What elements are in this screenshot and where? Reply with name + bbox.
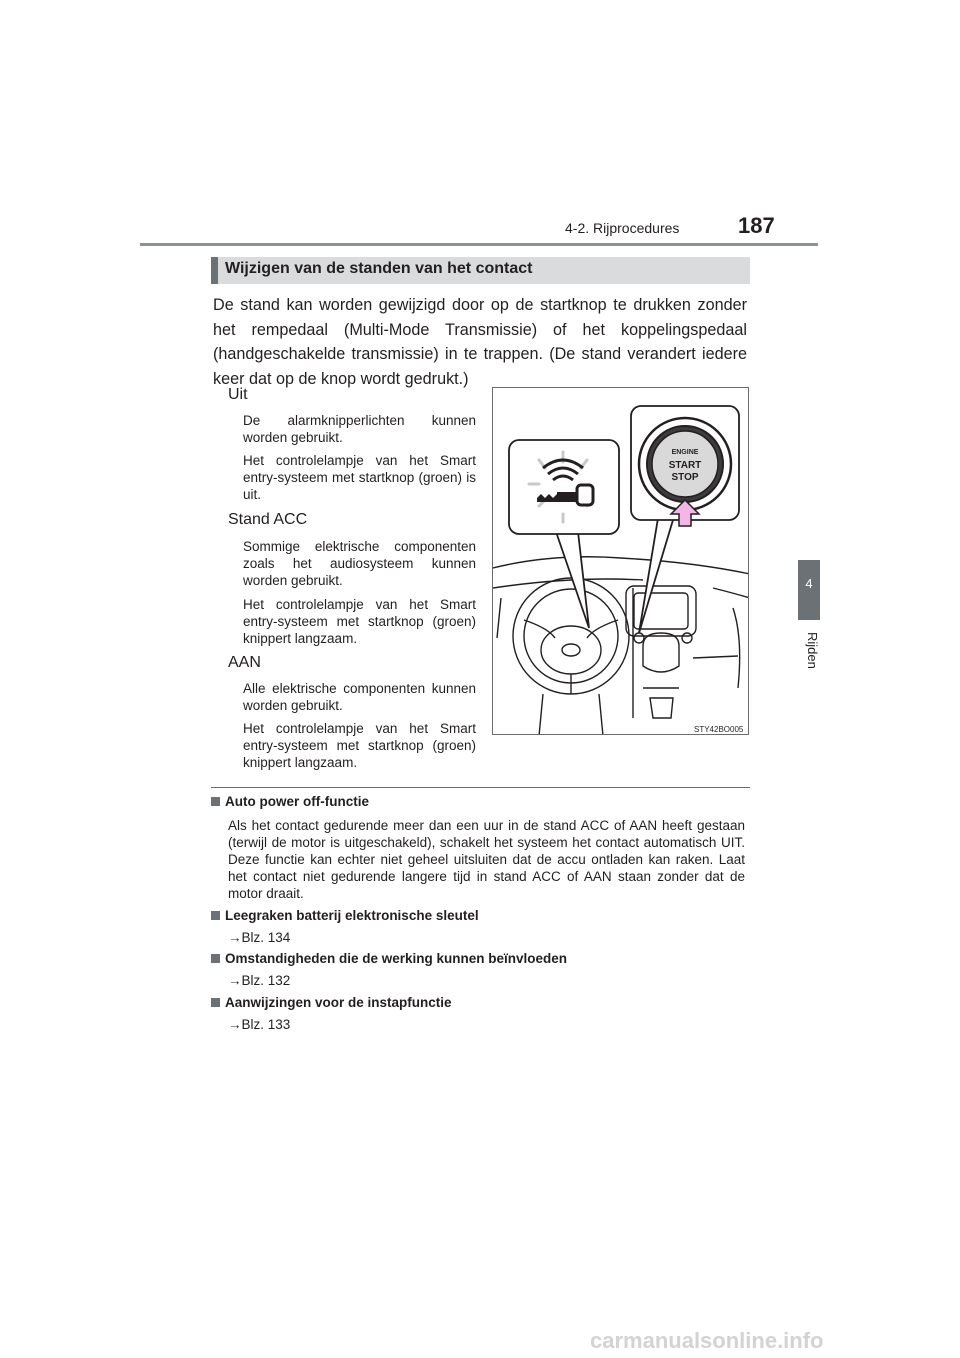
state-text: Sommige elektrische componenten zoals het audiosysteem kunnen worden gebruikt. (243, 539, 476, 588)
notes-rule (211, 787, 750, 788)
note-body: Als het contact gedurende meer dan een uur in de stand ACC of AAN heeft gestaan (terwijl de motor is uitgeschakeld), schakelt het systeem het contact automatisch UIT. Deze functie kan echter niet geheel uitsluiten dat de accu ontladen kan raken. Laat het contact niet gedurende langere tijd in stand ACC of AAN staan zonder dat de motor draait. (228, 818, 745, 901)
state-text: Het controlelampje van het Smart entry-systeem met startknop (groen) knippert langzaam. (243, 597, 476, 646)
button-label-stop: STOP (671, 472, 699, 483)
chapter-number: 4 (805, 576, 813, 591)
button-label-engine: ENGINE (671, 449, 699, 456)
figure-code: STY42BO005 (694, 725, 744, 734)
state-heading-aan: AAN (228, 654, 261, 671)
square-bullet-icon (211, 998, 220, 1007)
key-callout-pointer (553, 523, 589, 628)
intro-paragraph: De stand kan worden gewijzigd door op de startknop te drukken zonder het rempedaal (Multi-Mode Transmissie) of het koppelingspedaal (handgeschakelde transmissie) in te trappen. (De stand verandert iedere keer dat op de knop wordt gedrukt.) (213, 296, 747, 388)
state-text: Het controlelampje van het Smart entry-systeem met startknop (groen) knippert langzaam. (243, 721, 476, 770)
section-title: Wijzigen van de standen van het contact (225, 260, 533, 277)
watermark: carmanualsonline.info (590, 1328, 824, 1353)
page-reference: →Blz. 132 (228, 973, 291, 988)
engine-start-stop-button (639, 418, 731, 510)
button-label-start: START (668, 460, 702, 471)
chapter-label: Rijden (805, 632, 820, 669)
square-bullet-icon (211, 911, 220, 920)
dashboard-illustration (493, 388, 749, 735)
note-heading: Auto power off-functie (211, 794, 369, 809)
note-heading: Omstandigheden die de werking kunnen beïnvloeden (211, 951, 567, 966)
dashboard-lines (493, 557, 749, 735)
state-heading-acc: Stand ACC (228, 511, 308, 528)
square-bullet-icon (211, 797, 220, 806)
page-number: 187 (738, 213, 775, 238)
page-reference: →Blz. 134 (228, 930, 291, 945)
square-bullet-icon (211, 954, 220, 963)
running-header-section: 4-2. Rijprocedures (565, 220, 680, 236)
state-text: De alarmknipperlichten kunnen worden gebruikt. (243, 413, 476, 445)
state-heading-uit: Uit (228, 386, 248, 403)
section-heading-accent (211, 257, 218, 284)
page-reference: →Blz. 133 (228, 1017, 291, 1032)
state-text: Alle elektrische componenten kunnen worden gebruikt. (243, 681, 476, 713)
note-heading: Leegraken batterij elektronische sleutel (211, 908, 479, 923)
note-heading: Aanwijzingen voor de instapfunctie (211, 995, 452, 1010)
header-rule (140, 243, 818, 246)
dashboard-figure (492, 387, 749, 735)
state-text: Het controlelampje van het Smart entry-systeem met startknop (groen) is uit. (243, 453, 476, 502)
